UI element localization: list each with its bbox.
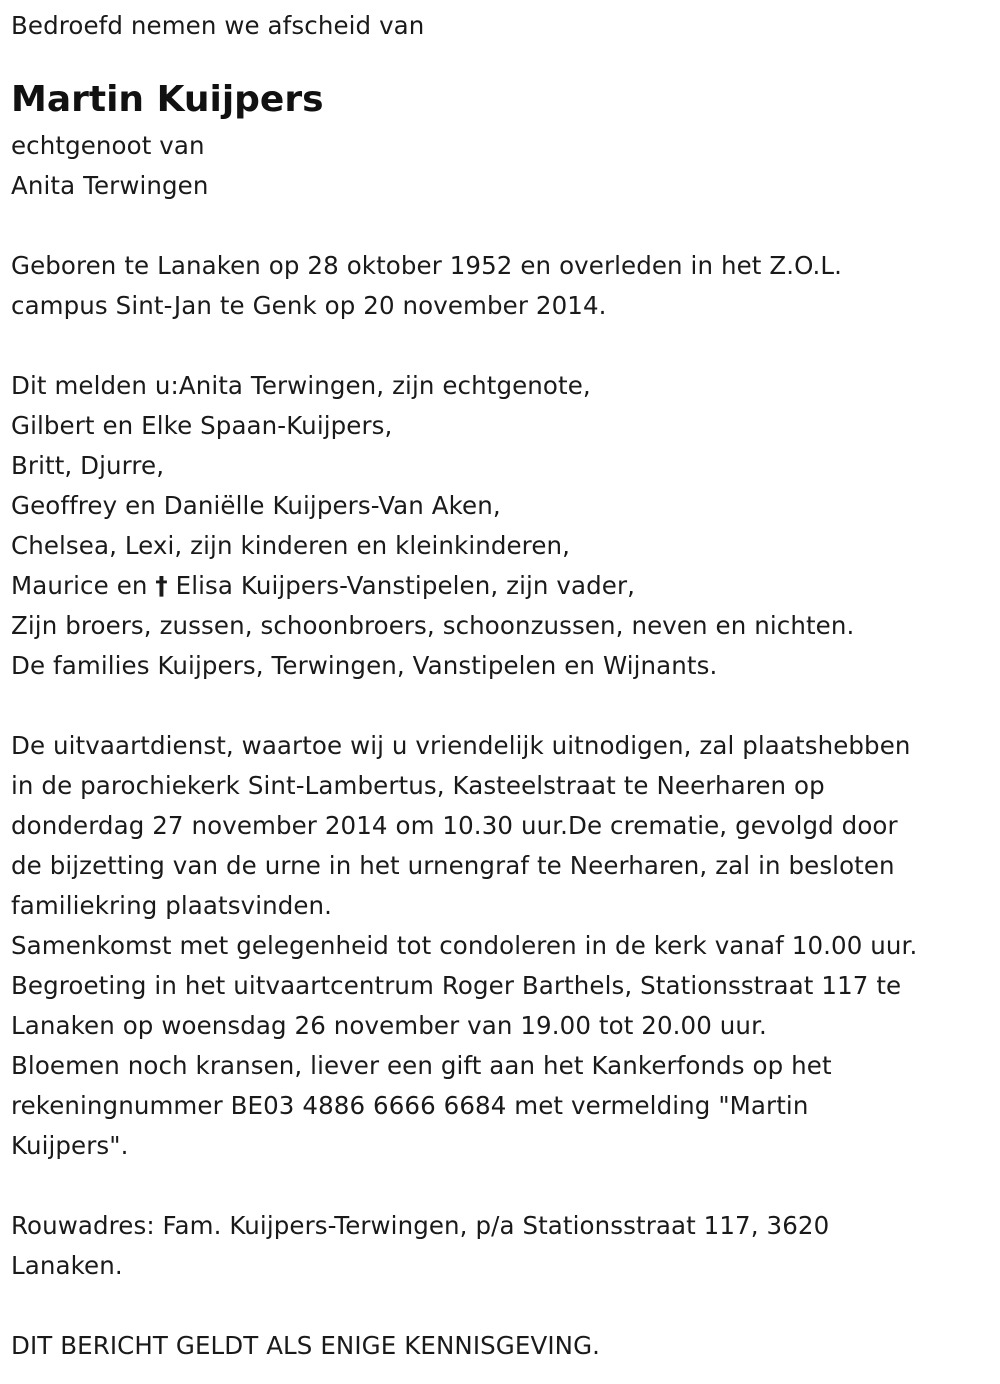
family-line: Britt, Djurre, — [11, 451, 165, 480]
ceremony-line: de bijzetting van de urne in het urnengraf te Neerharen, zal in besloten — [11, 851, 895, 880]
address-section — [11, 1206, 996, 1286]
family-line: De families Kuijpers, Terwingen, Vanstipelen en Wijnants. — [11, 651, 718, 680]
family-line: Chelsea, Lexi, zijn kinderen en kleinkinderen, — [11, 531, 571, 560]
spacer — [11, 1286, 996, 1326]
spouse-line: Anita Terwingen — [11, 171, 209, 200]
birth-death-line: Geboren te Lanaken op 28 oktober 1952 en overleden in het Z.O.L. — [11, 251, 843, 280]
spacer — [11, 206, 996, 246]
spacer — [11, 326, 996, 366]
spouse-line: echtgenoot van — [11, 131, 205, 160]
family-line: Gilbert en Elke Spaan-Kuijpers, — [11, 411, 393, 440]
notice-text: DIT BERICHT GELDT ALS ENIGE KENNISGEVING. — [11, 1331, 601, 1360]
address-line: Rouwadres: Fam. Kuijpers-Terwingen, p/a Stationsstraat 117, 3620 — [11, 1211, 830, 1240]
family-line: Geoffrey en Daniëlle Kuijpers-Van Aken, — [11, 491, 501, 520]
ceremony-line: Lanaken op woensdag 26 november van 19.00 tot 20.00 uur. — [11, 1011, 767, 1040]
family-section — [11, 366, 996, 686]
ceremony-line: Kuijpers". — [11, 1131, 129, 1160]
ceremony-line: De uitvaartdienst, waartoe wij u vriendelijk uitnodigen, zal plaatshebben — [11, 731, 911, 760]
family-line-text: Elisa Kuijpers-Vanstipelen, zijn vader, — [167, 571, 636, 600]
obituary-notice — [11, 6, 996, 1366]
ceremony-line: familiekring plaatsvinden. — [11, 891, 333, 920]
address-line: Lanaken. — [11, 1251, 123, 1280]
spacer — [11, 1166, 996, 1206]
family-line — [11, 566, 996, 606]
deceased-name: Martin Kuijpers — [11, 79, 324, 120]
ceremony-line: rekeningnummer BE03 4886 6666 6684 met vermelding "Martin — [11, 1091, 809, 1120]
ceremony-section — [11, 726, 996, 1166]
ceremony-line: Samenkomst met gelegenheid tot condoleren in de kerk vanaf 10.00 uur. — [11, 931, 918, 960]
family-line-text: Maurice en — [11, 571, 156, 600]
cross-icon: † — [155, 571, 168, 600]
ceremony-line: Begroeting in het uitvaartcentrum Roger Barthels, Stationsstraat 117 te — [11, 971, 902, 1000]
ceremony-line: donderdag 27 november 2014 om 10.30 uur.De crematie, gevolgd door — [11, 811, 898, 840]
birth-death-line: campus Sint-Jan te Genk op 20 november 2014. — [11, 291, 607, 320]
ceremony-line: in de parochiekerk Sint-Lambertus, Kasteelstraat te Neerharen op — [11, 771, 825, 800]
spacer — [11, 686, 996, 726]
family-line: Dit melden u:Anita Terwingen, zijn echtgenote, — [11, 371, 591, 400]
intro-text: Bedroefd nemen we afscheid van — [11, 11, 425, 40]
family-line: Zijn broers, zussen, schoonbroers, schoonzussen, neven en nichten. — [11, 611, 855, 640]
ceremony-line: Bloemen noch kransen, liever een gift aan het Kankerfonds op het — [11, 1051, 832, 1080]
